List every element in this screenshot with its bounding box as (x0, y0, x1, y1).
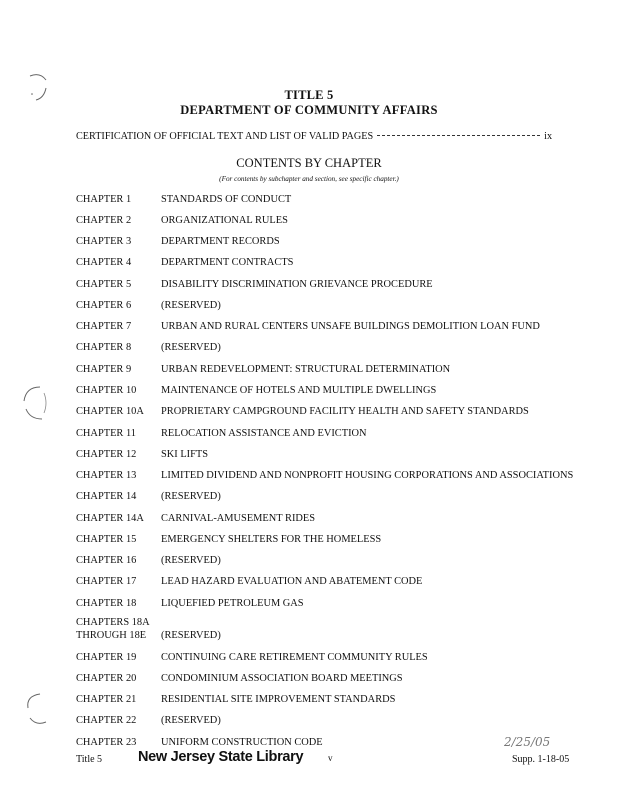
chapter-row (76, 300, 221, 311)
chapter-row (76, 428, 367, 439)
chapter-row (76, 385, 436, 396)
footer-title: Title 5 (76, 754, 103, 765)
chapter-number: CHAPTER 21 (76, 694, 137, 705)
chapter-row (76, 406, 529, 417)
chapter-title: DISABILITY DISCRIMINATION GRIEVANCE PROCEDURE (161, 279, 433, 290)
chapter-number: CHAPTER 20 (76, 673, 137, 684)
chapter-title: URBAN REDEVELOPMENT: STRUCTURAL DETERMINATION (161, 364, 451, 375)
chapter-number: CHAPTER 5 (76, 279, 132, 290)
chapter-row (76, 321, 540, 332)
chapter-number: CHAPTERS 18A (76, 617, 150, 628)
chapter-title: ORGANIZATIONAL RULES (161, 215, 288, 226)
chapter-title: CARNIVAL-AMUSEMENT RIDES (161, 513, 316, 524)
chapter-title: SKI LIFTS (161, 449, 209, 460)
contents-note: (For contents by subchapter and section, see specific chapter.) (219, 175, 399, 183)
chapter-title: PROPRIETARY CAMPGROUND FACILITY HEALTH AND SAFETY STANDARDS (161, 406, 529, 417)
chapter-number: CHAPTER 10A (76, 406, 144, 417)
chapter-row (76, 279, 433, 290)
chapter-number: CHAPTER 17 (76, 576, 137, 587)
chapter-number: CHAPTER 15 (76, 534, 137, 545)
handwritten-date-mark (500, 722, 590, 754)
chapter-row (76, 342, 221, 353)
chapter-number: CHAPTER 9 (76, 364, 132, 375)
chapter-title: (RESERVED) (161, 342, 221, 353)
chapter-number: CHAPTER 11 (76, 428, 136, 439)
chapter-row (76, 617, 161, 628)
chapter-title: DEPARTMENT CONTRACTS (161, 257, 294, 268)
page-number: v (328, 753, 333, 763)
chapter-row (76, 715, 221, 726)
chapter-title: (RESERVED) (161, 715, 221, 726)
department-name: DEPARTMENT OF COMMUNITY AFFAIRS (180, 103, 438, 117)
chapter-row (76, 598, 304, 609)
chapter-number: CHAPTER 1 (76, 194, 132, 205)
library-stamp: New Jersey State Library (138, 749, 304, 765)
certification-line (76, 131, 576, 142)
chapter-row (76, 236, 280, 247)
chapter-number-line2: THROUGH 18E (76, 630, 147, 641)
certification-page: ix (544, 131, 553, 142)
chapter-number: CHAPTER 8 (76, 342, 132, 353)
chapter-row (76, 555, 221, 566)
chapter-number: CHAPTER 14 (76, 491, 137, 502)
chapter-row (76, 449, 208, 460)
chapter-row (76, 576, 422, 587)
chapter-title: RELOCATION ASSISTANCE AND EVICTION (161, 428, 367, 439)
chapter-title: EMERGENCY SHELTERS FOR THE HOMELESS (161, 534, 382, 545)
chapter-row (76, 673, 403, 684)
punch-hole-mark-bottom (20, 690, 52, 730)
chapter-title: (RESERVED) (161, 630, 221, 641)
handwritten-date: 2/25/05 (504, 735, 551, 749)
chapter-title: URBAN AND RURAL CENTERS UNSAFE BUILDINGS DEMOLITION LOAN FUND (161, 321, 540, 332)
certification-text: CERTIFICATION OF OFFICIAL TEXT AND LIST OF VALID PAGES (76, 131, 374, 142)
chapter-row (76, 257, 293, 268)
chapter-number: CHAPTER 4 (76, 257, 132, 268)
chapter-row (76, 652, 428, 663)
chapter-title: RESIDENTIAL SITE IMPROVEMENT STANDARDS (161, 694, 396, 705)
chapter-number: CHAPTER 19 (76, 652, 137, 663)
chapter-row (76, 194, 291, 205)
chapter-title: CONDOMINIUM ASSOCIATION BOARD MEETINGS (161, 673, 403, 684)
chapter-row (76, 694, 395, 705)
chapter-row (76, 491, 221, 502)
chapter-number: CHAPTER 16 (76, 555, 137, 566)
leader-dashes (377, 135, 540, 136)
chapter-row (76, 513, 315, 524)
chapter-number: CHAPTER 14A (76, 513, 144, 524)
chapter-title: LIMITED DIVIDEND AND NONPROFIT HOUSING CORPORATIONS AND ASSOCIATIONS (161, 470, 574, 481)
chapter-row (76, 364, 450, 375)
chapter-number: CHAPTER 18 (76, 598, 137, 609)
supplement-date: Supp. 1-18-05 (512, 754, 570, 765)
document-title: TITLE 5 (284, 88, 334, 102)
chapter-title: (RESERVED) (161, 555, 221, 566)
chapter-number: CHAPTER 13 (76, 470, 137, 481)
punch-hole-mark-middle (18, 383, 52, 423)
chapter-number: CHAPTER 10 (76, 385, 137, 396)
chapter-row (76, 470, 573, 481)
chapter-number: CHAPTER 2 (76, 215, 132, 226)
chapter-row (76, 630, 221, 641)
chapter-row (76, 737, 323, 748)
chapter-number: CHAPTER 12 (76, 449, 137, 460)
chapter-number: CHAPTER 3 (76, 236, 132, 247)
chapter-title: (RESERVED) (161, 300, 221, 311)
chapter-number: CHAPTER 22 (76, 715, 137, 726)
chapter-title: MAINTENANCE OF HOTELS AND MULTIPLE DWELLINGS (161, 385, 437, 396)
chapter-title: LIQUEFIED PETROLEUM GAS (161, 598, 304, 609)
chapter-number: CHAPTER 6 (76, 300, 132, 311)
chapter-number: CHAPTER 7 (76, 321, 132, 332)
chapter-title: DEPARTMENT RECORDS (161, 236, 280, 247)
contents-heading: CONTENTS BY CHAPTER (236, 156, 382, 170)
chapter-title: LEAD HAZARD EVALUATION AND ABATEMENT CODE (161, 576, 423, 587)
chapter-number: CHAPTER 23 (76, 737, 137, 748)
chapter-row (76, 215, 288, 226)
chapter-title: UNIFORM CONSTRUCTION CODE (161, 737, 323, 748)
chapter-title: (RESERVED) (161, 491, 221, 502)
chapter-title: CONTINUING CARE RETIREMENT COMMUNITY RULES (161, 652, 428, 663)
chapter-title: STANDARDS OF CONDUCT (161, 194, 292, 205)
chapter-row (76, 534, 381, 545)
